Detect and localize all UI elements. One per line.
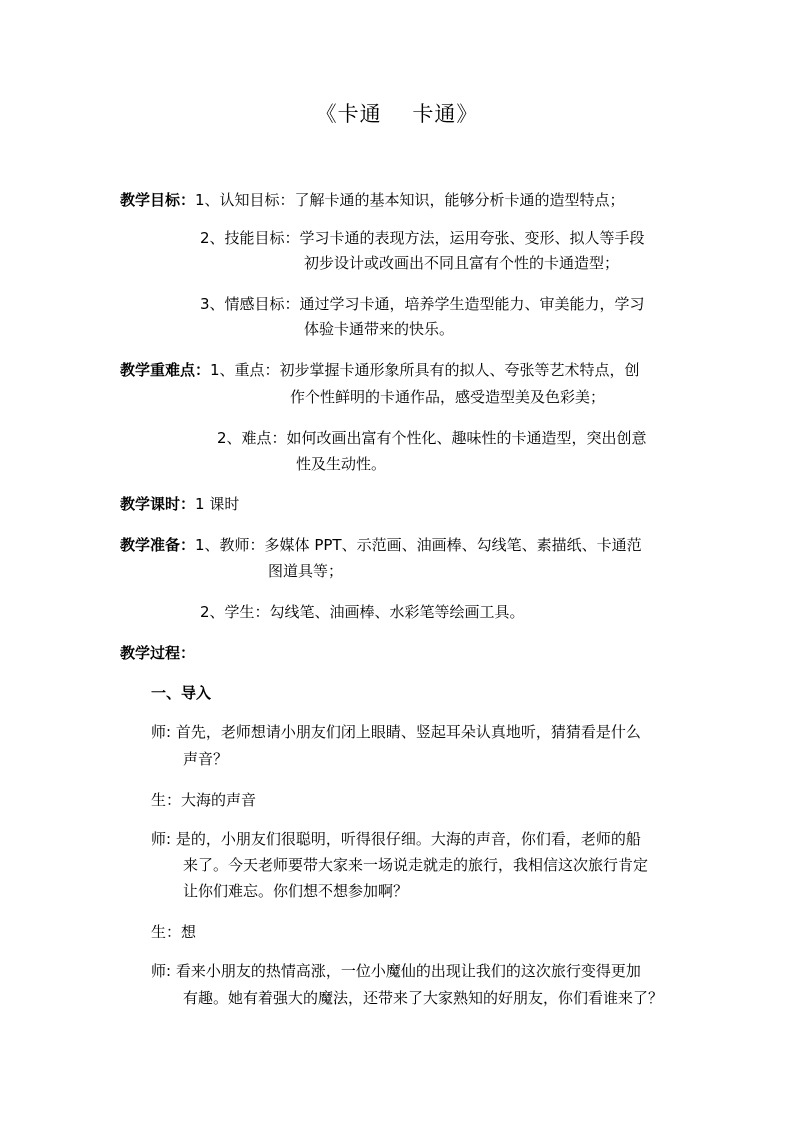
keypoints-label: 教学重难点： (120, 361, 211, 379)
keypoints-item-2-line-1: 2、难点：如何改画出富有个性化、趣味性的卡通造型，突出创意 (217, 429, 647, 447)
hours-value: 1 课时 (195, 495, 240, 513)
process-label: 教学过程： (120, 644, 196, 662)
dialog-teacher-2-line-1: 师: 是的，小朋友们很聪明，听得很仔细。大海的声音，你们看，老师的船 (151, 830, 641, 848)
dialog-teacher-3-line-1: 师: 看来小朋友的热情高涨，一位小魔仙的出现让我们的这次旅行变得更加 (151, 962, 641, 980)
goals-item-2-line-1: 2、技能目标：学习卡通的表现方法，运用夸张、变形、拟人等手段 (200, 229, 645, 247)
goals-item-3-line-1: 3、情感目标：通过学习卡通，培养学生造型能力、审美能力，学习 (200, 295, 645, 313)
keypoints-line-1 (120, 360, 640, 380)
prep-item-1-line-1: 1、教师：多媒体 PPT、示范画、油画棒、勾线笔、素描纸、卡通范 (195, 536, 642, 554)
prep-label: 教学准备： (120, 536, 196, 554)
keypoints-item-1-line-2: 作个性鲜明的卡通作品，感受造型美及色彩美； (290, 388, 606, 406)
dialog-student-1: 生：大海的声音 (151, 791, 257, 809)
prep-item-2: 2、学生：勾线笔、油画棒、水彩笔等绘画工具。 (200, 603, 525, 621)
dialog-teacher-1-line-1: 师: 首先，老师想请小朋友们闭上眼睛、竖起耳朵认真地听，猜猜看是什么 (151, 723, 641, 741)
dialog-teacher-3-line-2: 有趣。她有着强大的魔法，还带来了大家熟知的好朋友，你们看谁来了？ (183, 989, 664, 1007)
dialog-teacher-2-line-3: 让你们难忘。你们想不想参加啊？ (183, 882, 409, 900)
hours-label: 教学课时： (120, 495, 196, 513)
dialog-teacher-1-line-2: 声音？ (183, 750, 229, 768)
process-section-intro: 一、导入 (151, 684, 212, 702)
keypoints-item-1-line-1: 1、重点：初步掌握卡通形象所具有的拟人、夸张等艺术特点，创 (210, 361, 640, 379)
dialog-teacher-2-line-2: 来了。今天老师要带大家来一场说走就走的旅行，我相信这次旅行肯定 (183, 856, 649, 874)
goals-item-1: 1、认知目标：了解卡通的基本知识，能够分析卡通的造型特点； (195, 191, 625, 209)
goals-item-3-line-2: 体验卡通带来的快乐。 (304, 320, 455, 338)
keypoints-item-2-line-2: 性及生动性。 (296, 455, 387, 473)
prep-item-1-line-2: 图道具等； (268, 562, 344, 580)
prep-line-1 (120, 535, 642, 555)
hours-line (120, 494, 239, 514)
goals-line-1 (120, 190, 625, 210)
goals-item-2-line-2: 初步设计或改画出不同且富有个性的卡通造型； (304, 254, 620, 272)
dialog-student-2: 生：想 (151, 923, 197, 941)
goals-label: 教学目标： (120, 191, 196, 209)
document-title: 《卡通 卡通》 (315, 102, 479, 126)
